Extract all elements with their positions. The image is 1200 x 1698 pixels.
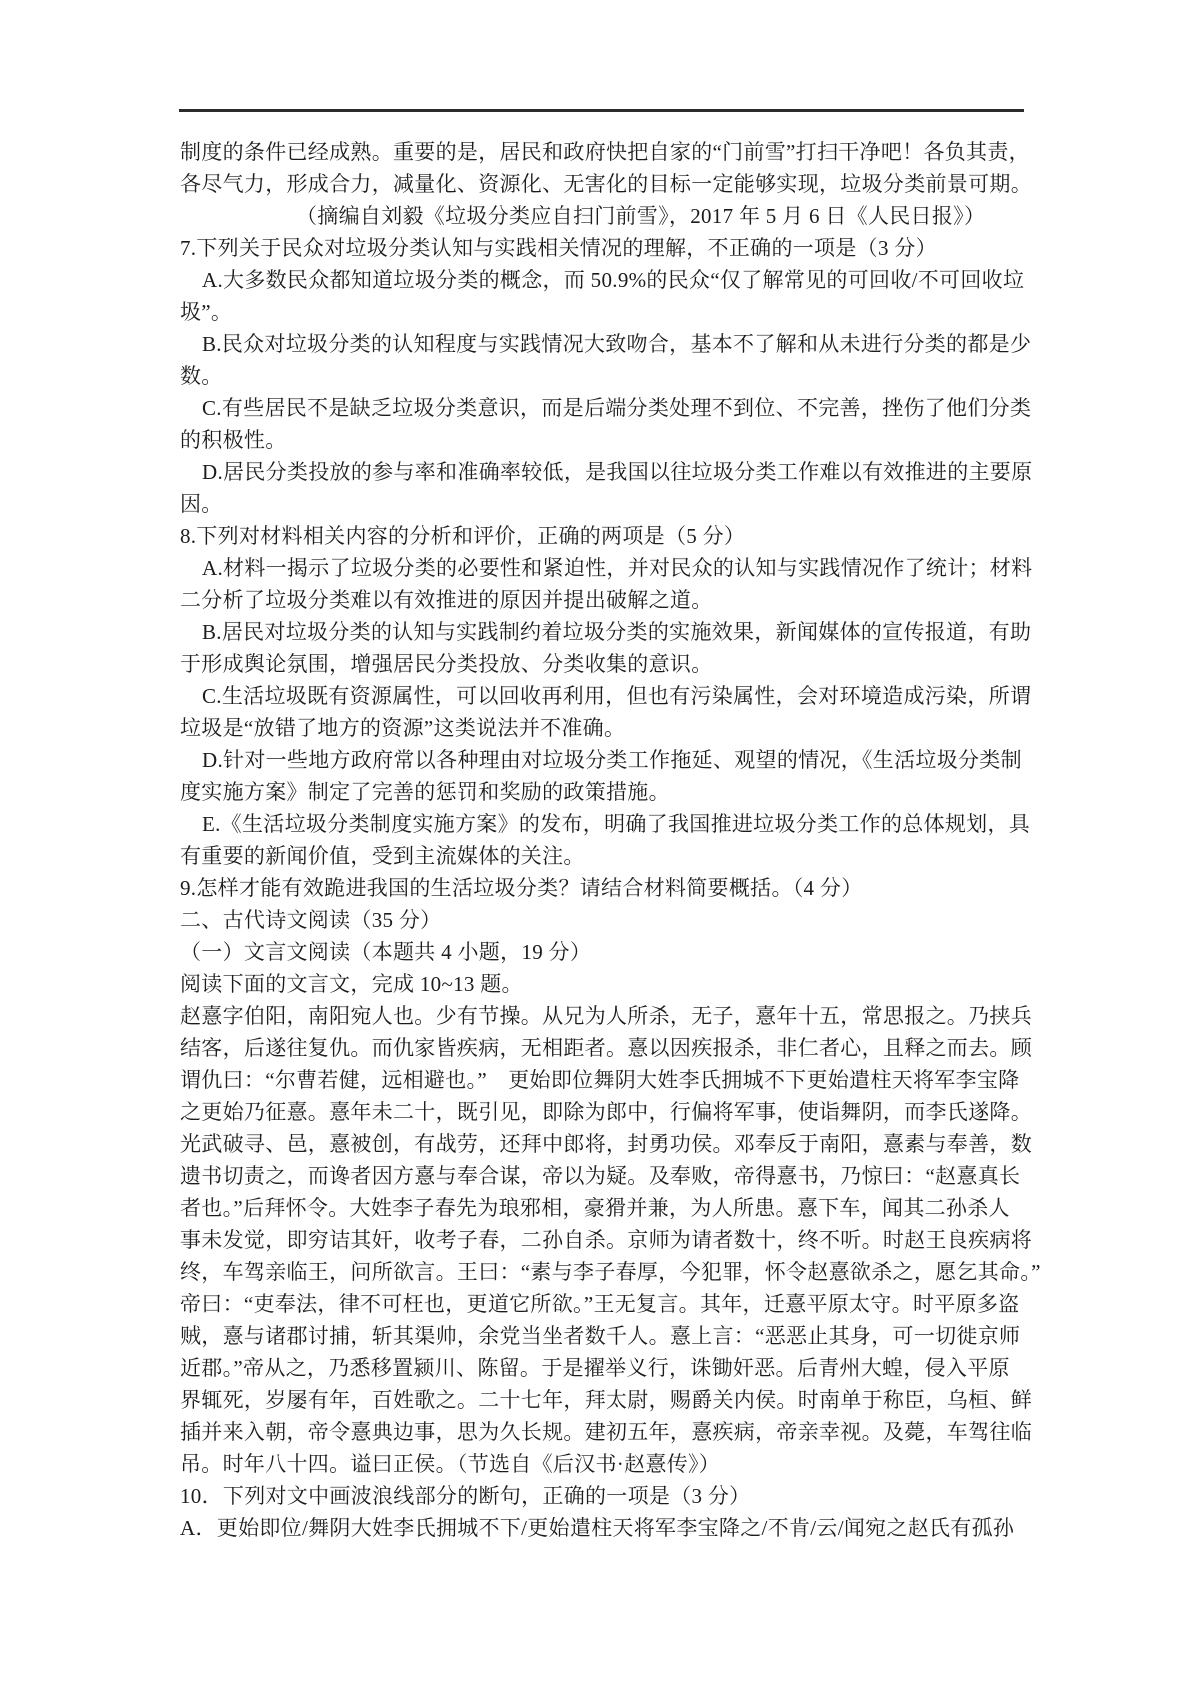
- text-line: 终，车驾亲临王，问所欲言。王曰：“素与李子春厚，今犯罪，怀令赵憙欲杀之，愿乞其命。”: [180, 1260, 1041, 1284]
- text-line: 有重要的新闻价值，受到主流媒体的关注。: [180, 844, 585, 868]
- text-line: A.大多数民众都知道垃圾分类的概念，而 50.9%的民众“仅了解常见的可回收/不可回收垃: [202, 268, 1025, 292]
- text-line: 光武破寻、邑，憙被创，有战劳，还拜中郎将，封勇功侯。邓奉反于南阳，憙素与奉善，数: [180, 1132, 1032, 1156]
- text-line: 10．下列对文中画波浪线部分的断句，正确的一项是（3 分）: [180, 1484, 751, 1508]
- text-line: 之更始乃征憙。憙年未二十，既引见，即除为郎中，行偏将军事，使诣舞阴，而李氏遂降。: [180, 1100, 1032, 1124]
- text-line: 8.下列对材料相关内容的分析和评价，正确的两项是（5 分）: [180, 524, 746, 548]
- text-line: 二分析了垃圾分类难以有效推进的原因并提出破解之道。: [180, 588, 713, 612]
- text-line: （一）文言文阅读（本题共 4 小题，19 分）: [180, 940, 592, 964]
- text-line: 7.下列关于民众对垃圾分类认知与实践相关情况的理解，不正确的一项是（3 分）: [180, 236, 937, 260]
- text-line: E.《生活垃圾分类制度实施方案》的发布，明确了我国推进垃圾分类工作的总体规划，具: [202, 812, 1031, 836]
- text-line: 于形成舆论氛围，增强居民分类投放、分类收集的意识。: [180, 652, 713, 676]
- document-body: [180, 136, 1041, 1544]
- text-line: 度实施方案》制定了完善的惩罚和奖励的政策措施。: [180, 780, 670, 804]
- text-line: 吊。时年八十四。谥曰正侯。（节选自《后汉书·赵憙传》）: [180, 1452, 721, 1476]
- text-line: 遗书切责之，而谗者因方憙与奉合谋，帝以为疑。及奉败，帝得憙书，乃惊曰：“赵憙真长: [180, 1164, 1021, 1188]
- text-line: 数。: [180, 364, 223, 388]
- text-line: 插并来入朝，帝令憙典边事，思为久长规。建初五年，憙疾病，帝亲幸视。及薨，车驾往临: [180, 1420, 1032, 1444]
- text-line: 制度的条件已经成熟。重要的是，居民和政府快把自家的“门前雪”打扫干净吧！各负其责，: [180, 140, 1030, 164]
- text-line: 赵憙字伯阳，南阳宛人也。少有节操。从兄为人所杀，无子，憙年十五，常思报之。乃挟兵: [180, 1004, 1032, 1028]
- text-line: 近郡。”帝从之，乃悉移置颍川、陈留。于是擢举义行，诛锄奸恶。后青州大蝗，侵入平原: [180, 1356, 1010, 1380]
- text-line: A．更始即位/舞阴大姓李氏拥城不下/更始遣柱天将军李宝降之/不肯/云/闻宛之赵氏有孤孙: [180, 1516, 1015, 1540]
- text-line: C.生活垃圾既有资源属性，可以回收再利用，但也有污染属性，会对环境造成污染，所谓: [202, 684, 1032, 708]
- text-line: 谓仇曰：“尔曹若健，远相避也。” 更始即位舞阴大姓李氏拥城不下更始遣柱天将军李宝降: [180, 1068, 1020, 1092]
- text-line: B.居民对垃圾分类的认知与实践制约着垃圾分类的实施效果，新闻媒体的宣传报道，有助: [202, 620, 1032, 644]
- text-line: B.民众对垃圾分类的认知程度与实践情况大致吻合，基本不了解和从未进行分类的都是少: [202, 332, 1032, 356]
- text-line: 帝曰：“吏奉法，律不可枉也，更道它所欲。”王无复言。其年，迁憙平原太守。时平原多盗: [180, 1292, 1020, 1316]
- text-line: 者也。”后拜怀令。大姓李子春先为琅邪相，豪猾并兼，为人所患。憙下车，闻其二孙杀人: [180, 1196, 1010, 1220]
- text-line: 9.怎样才能有效跪进我国的生活垃圾分类？请结合材料简要概括。（4 分）: [180, 876, 863, 900]
- text-line: 事未发觉，即穷诘其奸，收考子春，二孙自杀。京师为请者数十，终不听。时赵王良疾病将: [180, 1228, 1032, 1252]
- text-line: 贼，憙与诸郡讨捕，斩其渠帅，余党当坐者数千人。憙上言：“恶恶止其身，可一切徙京师: [180, 1324, 1021, 1348]
- text-line: 结客，后遂往复仇。而仇家皆疾病，无相距者。憙以因疾报杀，非仁者心，且释之而去。顾: [180, 1036, 1032, 1060]
- text-line: 二、古代诗文阅读（35 分）: [180, 908, 442, 932]
- text-line: 阅读下面的文言文，完成 10~13 题。: [180, 972, 523, 996]
- text-line: （摘编自刘毅《垃圾分类应自扫门前雪》，2017 年 5 月 6 日《人民日报》）: [296, 204, 986, 228]
- text-line: D.居民分类投放的参与率和准确率较低，是我国以往垃圾分类工作难以有效推进的主要原: [202, 460, 1033, 484]
- text-line: 的积极性。: [180, 428, 287, 452]
- text-line: C.有些居民不是缺乏垃圾分类意识，而是后端分类处理不到位、不完善，挫伤了他们分类: [202, 396, 1032, 420]
- text-line: 圾”。: [180, 300, 233, 324]
- text-line: D.针对一些地方政府常以各种理由对垃圾分类工作拖延、观望的情况，《生活垃圾分类制: [202, 748, 1022, 772]
- text-line: 界辄死，岁屡有年，百姓歌之。二十七年，拜太尉，赐爵关内侯。时南单于称臣，乌桓、鲜: [180, 1388, 1032, 1412]
- text-line: 因。: [180, 492, 223, 516]
- header-divider: [179, 109, 1024, 112]
- text-line: A.材料一揭示了垃圾分类的必要性和紧迫性，并对民众的认知与实践情况作了统计；材料: [202, 556, 1033, 580]
- text-line: 垃圾是“放错了地方的资源”这类说法并不准确。: [180, 716, 626, 740]
- text-line: 各尽气力，形成合力，减量化、资源化、无害化的目标一定能够实现，垃圾分类前景可期。: [180, 172, 1032, 196]
